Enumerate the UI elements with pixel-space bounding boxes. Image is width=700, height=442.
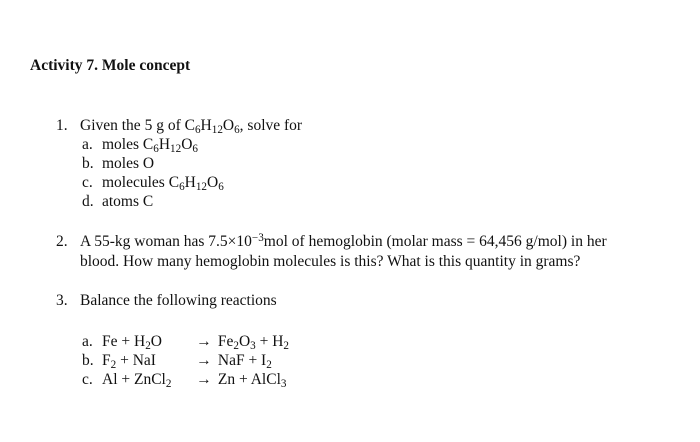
reaction-c: c. Al + ZnCl$_2$ → Zn + AlCl$_3$ bbox=[82, 371, 287, 391]
question-3-number: 3. bbox=[56, 292, 68, 309]
question-2-line-1: A 55-kg woman has $7.5\times 10^{-3}mol$ of hemoglobin (molar mass = 64,456 g/mol) in her bbox=[80, 231, 607, 250]
page-title: Activity 7. Mole concept bbox=[30, 57, 191, 74]
reaction-a: a. $Fe + H_2O \to Fe_2O_3 + H_2$ bbox=[82, 333, 289, 353]
question-2-line-2: blood. How many hemoglobin molecules is this? What is this quantity in grams? bbox=[80, 253, 581, 270]
question-1-item-d: d. atoms C bbox=[82, 193, 154, 210]
arrow-icon: → bbox=[196, 352, 212, 369]
reaction-b: b. $F_2$ + NaI → NaF + $I_2$ bbox=[82, 352, 272, 372]
question-1-item-c: c. molecules $C_6H_{12}O_6$ bbox=[82, 174, 224, 194]
question-3-text: Balance the following reactions bbox=[80, 292, 277, 309]
arrow-icon: → bbox=[196, 371, 212, 388]
question-2-number: 2. bbox=[56, 233, 68, 250]
question-1-item-a: a. moles $C_6H_{12}O_6$ bbox=[82, 136, 198, 156]
arrow-icon: → bbox=[196, 333, 212, 350]
question-1-item-b: b. moles O bbox=[82, 155, 155, 172]
question-1-number: 1. bbox=[56, 117, 68, 134]
question-1-text: Given the 5 g of $C_6H_{12}O_6$, solve for bbox=[80, 117, 303, 137]
